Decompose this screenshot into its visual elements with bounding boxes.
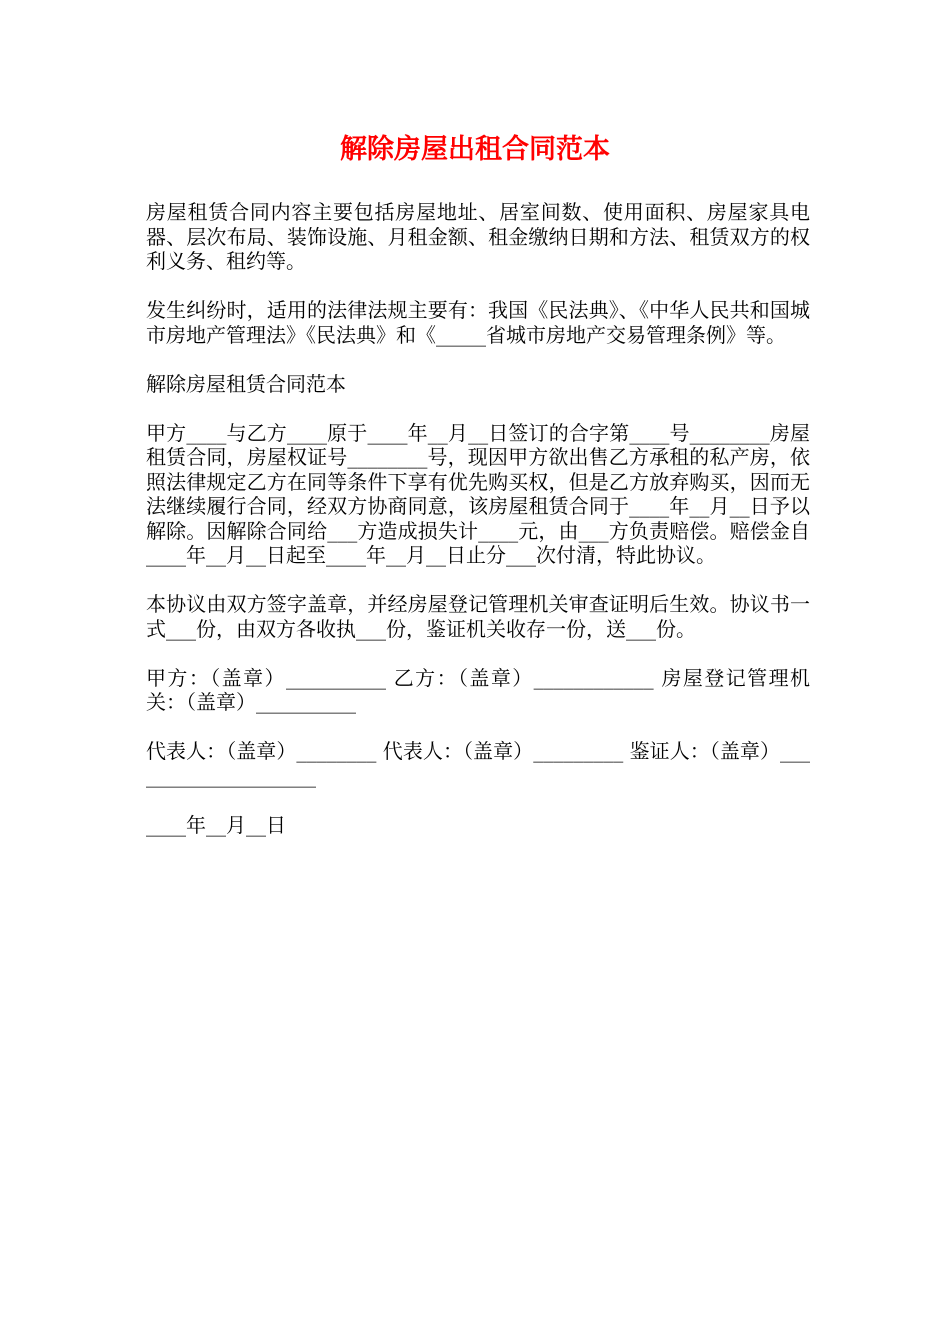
paragraph-effectiveness: 本协议由双方签字盖章，并经房屋登记管理机关审查证明后生效。协议书一式___份，由双方各收执___份，鉴证机关收存一份，送___份。 (146, 592, 810, 641)
document-body (146, 200, 810, 837)
paragraph-representative-signatures: 代表人：（盖章）________ 代表人：（盖章）_________ 鉴证人：（盖章）____________________ (146, 739, 810, 788)
document-title: 解除房屋出租合同范本 (340, 134, 610, 165)
paragraph-sample-heading: 解除房屋租赁合同范本 (146, 371, 346, 396)
paragraph-contract-contents: 房屋租赁合同内容主要包括房屋地址、居室间数、使用面积、房屋家具电器、层次布局、装饰设施、月租金额、租金缴纳日期和方法、租赁双方的权利义务、租约等。 (146, 200, 810, 273)
paragraph-party-signatures: 甲方：（盖章）__________ 乙方：（盖章）____________ 房屋登记管理机关：（盖章）__________ (146, 665, 810, 714)
paragraph-applicable-laws: 发生纠纷时，适用的法律法规主要有：我国《民法典》、《中华人民共和国城市房地产管理法》《民法典》和《_____省城市房地产交易管理条例》等。 (146, 298, 810, 347)
paragraph-date: ____年__月__日 (146, 812, 286, 837)
paragraph-termination-terms: 甲方____与乙方____原于____年__月__日签订的合字第____号________房屋租赁合同，房屋权证号________号，现因甲方欲出售乙方承租的私产房，依照法律规定乙方在同等条件下享有优先购买权，但是乙方放弃购买，因而无法继续履行合同，经双方协商同意，该房屋租赁合同于____年__月__日予以解除。因解除合同给___方造成损失计____元，由___方负责赔偿。赔偿金自____年__月__日起至____年__月__日止分___次付清，特此协议。 (146, 420, 810, 567)
